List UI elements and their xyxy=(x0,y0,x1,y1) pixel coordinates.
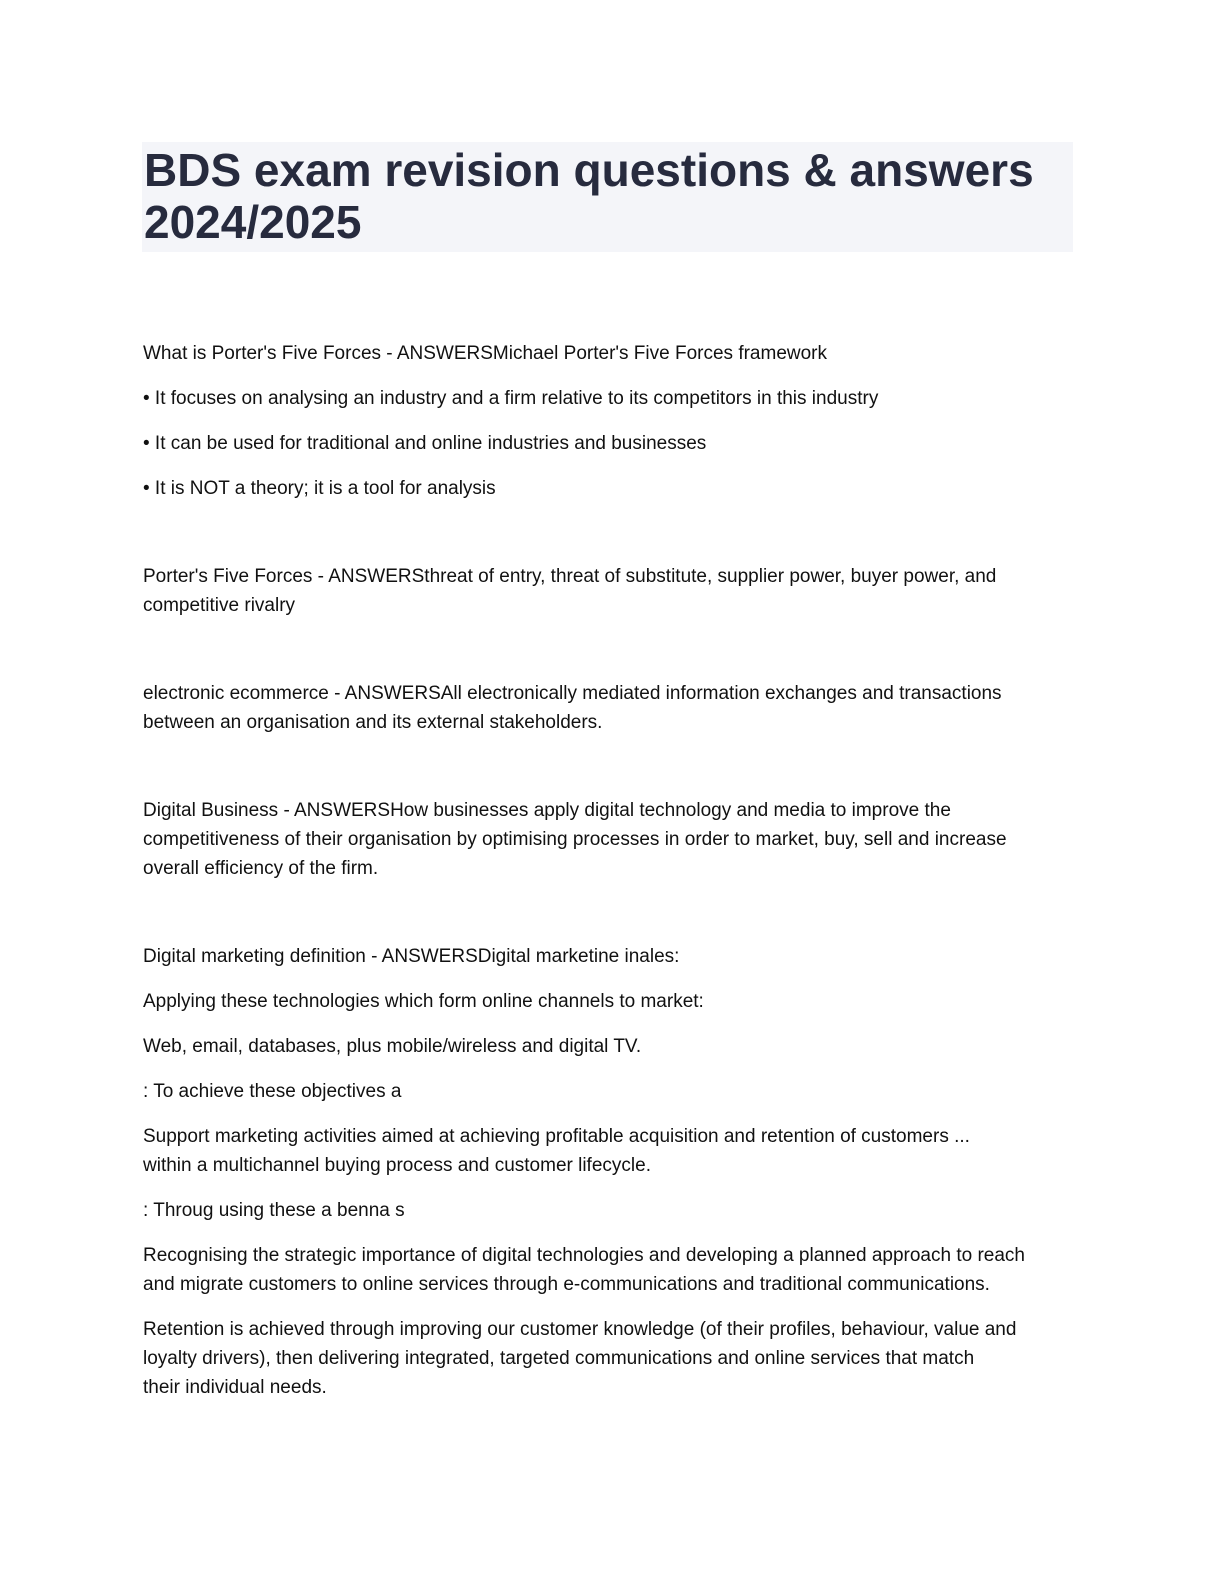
bullet-item: • It focuses on analysing an industry and a firm relative to its competitors in this industry xyxy=(143,388,879,409)
paragraph: : To achieve these objectives a xyxy=(143,1081,402,1102)
text-line: competitiveness of their organisation by optimising processes in order to market, buy, sell and increase xyxy=(143,829,1007,850)
qa-digital-business xyxy=(143,796,1078,883)
text-line: Support marketing activities aimed at achieving profitable acquisition and retention of customers ... xyxy=(143,1126,970,1147)
title-line-1: BDS exam revision questions & answers xyxy=(144,144,1034,196)
text-line: and migrate customers to online services through e-communications and traditional communications. xyxy=(143,1274,990,1295)
document-body xyxy=(143,339,1078,1402)
text-line: loyalty drivers), then delivering integrated, targeted communications and online services that match xyxy=(143,1348,975,1369)
text-line: Porter's Five Forces - ANSWERSthreat of entry, threat of substitute, supplier power, buyer power, and xyxy=(143,566,997,587)
text-line: their individual needs. xyxy=(143,1377,327,1398)
text-line: within a multichannel buying process and customer lifecycle. xyxy=(143,1155,651,1176)
qa-porter-five-forces-question: What is Porter's Five Forces - ANSWERSMichael Porter's Five Forces framework xyxy=(143,343,828,364)
bullet-item: • It can be used for traditional and online industries and businesses xyxy=(143,433,707,454)
paragraph: Applying these technologies which form online channels to market: xyxy=(143,991,704,1012)
text-line: Digital Business - ANSWERSHow businesses apply digital technology and media to improve the xyxy=(143,800,951,821)
text-line: Retention is achieved through improving our customer knowledge (of their profiles, behaviour, value and xyxy=(143,1319,1017,1340)
qa-digital-marketing-definition: Digital marketing definition - ANSWERSDigital marketine inales: xyxy=(143,946,680,967)
text-line: electronic ecommerce - ANSWERSAll electronically mediated information exchanges and transactions xyxy=(143,683,1002,704)
qa-electronic-ecommerce xyxy=(143,679,1078,737)
paragraph: : Throug using these a benna s xyxy=(143,1200,405,1221)
bullet-item: • It is NOT a theory; it is a tool for analysis xyxy=(143,478,496,499)
paragraph xyxy=(143,1315,1078,1402)
text-line: overall efficiency of the firm. xyxy=(143,858,379,879)
text-line: Recognising the strategic importance of digital technologies and developing a planned approach to reach xyxy=(143,1245,1025,1266)
paragraph xyxy=(143,1122,1078,1180)
title-banner xyxy=(142,142,1073,252)
qa-porter-forces-list xyxy=(143,562,1078,620)
document-title xyxy=(142,142,1073,248)
text-line: competitive rivalry xyxy=(143,595,296,616)
text-line: between an organisation and its external stakeholders. xyxy=(143,712,603,733)
paragraph: Web, email, databases, plus mobile/wireless and digital TV. xyxy=(143,1036,642,1057)
title-line-2: 2024/2025 xyxy=(144,196,362,248)
paragraph xyxy=(143,1241,1078,1299)
